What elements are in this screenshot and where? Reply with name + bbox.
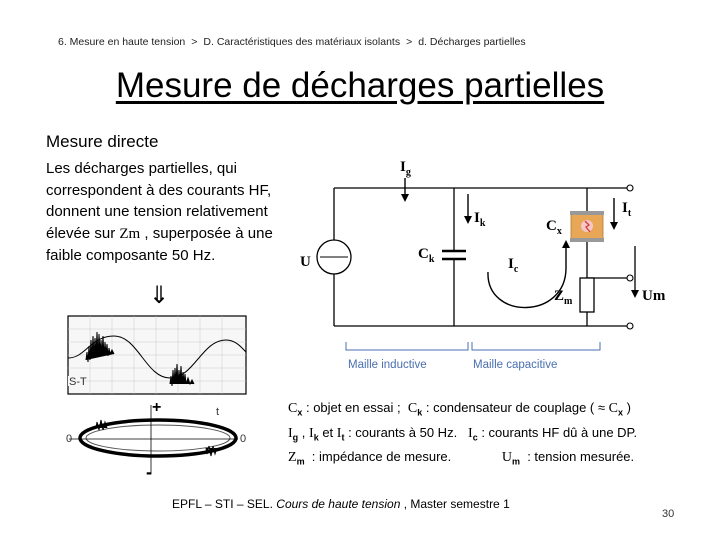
footer-semester: , Master semestre 1: [400, 497, 510, 511]
legend-symbol-subscript: k: [313, 432, 319, 443]
time-oscillogram: [68, 316, 246, 394]
legend-text: : condensateur de couplage ( ≈: [422, 400, 609, 415]
legend-symbol-subscript: t: [341, 432, 345, 443]
section-subheading: Mesure directe: [46, 132, 159, 151]
corner-label: S-T: [69, 376, 87, 388]
legend-symbol: I: [468, 425, 473, 441]
legend-text: : courants à 50 Hz.: [344, 424, 469, 440]
zero-label: 0: [66, 433, 73, 445]
legend-symbol: C: [288, 401, 298, 416]
legend-symbol-subscript: c: [472, 432, 478, 443]
legend-symbol: U: [501, 450, 512, 466]
zero-label-right: 0: [240, 433, 247, 445]
page-number: 30: [662, 508, 675, 520]
footer-institution: EPFL – STI – SEL.: [172, 497, 277, 511]
minus-label: -: [146, 462, 152, 482]
circuit-diagram: [290, 150, 690, 380]
measuring-impedance-icon: [580, 278, 594, 312]
label-ik: $I_k$: [474, 210, 486, 229]
down-arrow-icon: ⇓: [149, 282, 170, 309]
paragraph-text-end: , superposée à une faible composante 50 Hz.: [46, 224, 273, 264]
legend-text: ,: [298, 424, 310, 440]
legend-symbol: C: [407, 401, 418, 416]
legend-symbol-subscript: k: [417, 407, 423, 418]
breadcrumb-item: D. Caractéristiques des matériaux isolants: [203, 36, 401, 48]
breadcrumb-separator: >: [406, 36, 413, 48]
legend-line-1: [288, 398, 688, 423]
symbol-legend: [288, 398, 688, 472]
legend-text: : objet en essai ;: [302, 400, 408, 415]
legend-line-2: [288, 423, 688, 448]
oscillogram-figure: [66, 314, 266, 484]
zm-symbol: Zm: [119, 225, 141, 242]
breadcrumb-item: 6. Mesure en haute tension: [58, 36, 186, 48]
breadcrumb-separator: >: [191, 36, 198, 48]
terminal-icon: [627, 185, 633, 191]
legend-text: ): [622, 400, 631, 415]
elliptic-oscillogram: [66, 399, 246, 482]
label-um: Um: [642, 288, 666, 304]
legend-text: : tension mesurée.: [519, 449, 635, 465]
label-ic: $I_c$: [508, 256, 519, 275]
paragraph-text: Les décharges partielles, qui correspondent à des courants HF, donnent une tension relativement élevée sur: [46, 160, 272, 242]
legend-symbol-subscript: m: [296, 456, 305, 467]
page-title: Mesure de décharges partielles: [115, 66, 605, 105]
legend-symbol: I: [309, 425, 314, 441]
legend-symbol-subscript: x: [297, 407, 303, 418]
legend-text: : impédance de mesure.: [304, 449, 502, 465]
plus-label: +: [152, 399, 162, 416]
description-paragraph: [46, 158, 276, 267]
breadcrumb-item: d. Décharges partielles: [418, 36, 526, 48]
legend-symbol: C: [608, 401, 618, 416]
legend-symbol: Z: [288, 450, 297, 466]
label-it: $I_t$: [622, 200, 632, 219]
legend-text: : courants HF dû à une DP.: [477, 424, 638, 440]
t-label: t: [216, 406, 220, 418]
footer-course: Cours de haute tension: [276, 497, 401, 511]
legend-symbol-subscript: x: [617, 407, 623, 418]
footer: [172, 497, 510, 511]
legend-text: et: [318, 424, 337, 440]
label-maille-inductive: Maille inductive: [348, 359, 427, 371]
legend-line-3: [288, 447, 688, 472]
terminal-icon: [627, 275, 633, 281]
breadcrumb: [58, 36, 526, 48]
legend-symbol: I: [336, 425, 342, 441]
label-cx: $C_x$: [546, 218, 562, 237]
label-ck: $C_k$: [418, 246, 435, 265]
legend-symbol-subscript: m: [511, 456, 520, 467]
legend-symbol: I: [288, 425, 293, 441]
label-zm: $Z_m$: [554, 288, 573, 307]
label-u: U: [300, 254, 311, 270]
legend-symbol-subscript: g: [292, 432, 299, 443]
label-ig: $I_g$: [400, 159, 411, 178]
terminal-icon: [627, 323, 633, 329]
label-maille-capacitive: Maille capacitive: [473, 359, 558, 371]
